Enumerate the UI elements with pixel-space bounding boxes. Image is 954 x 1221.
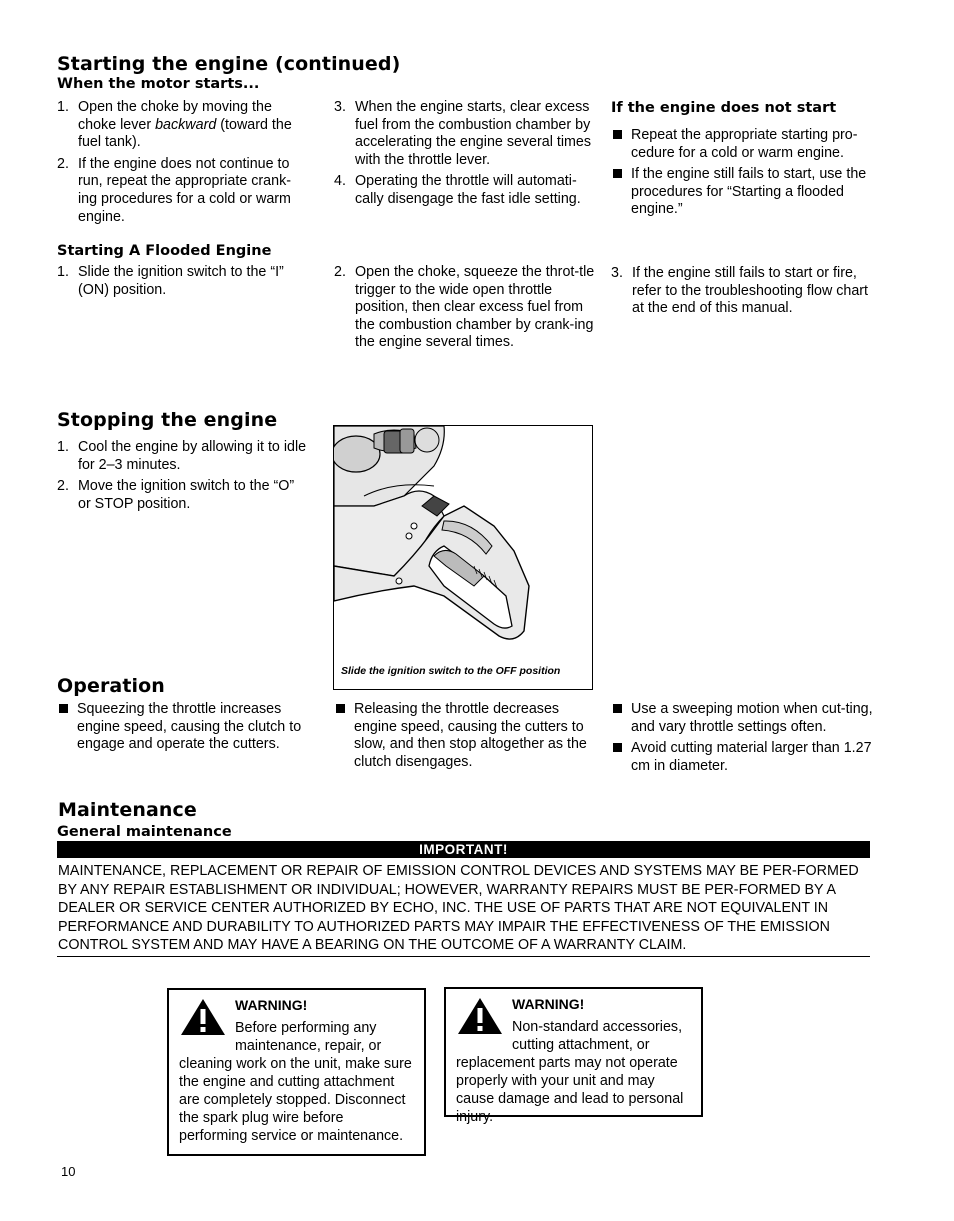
list-item: Use a sweeping motion when cut-ting, and vary throttle settings often. bbox=[611, 701, 873, 736]
page-number: 10 bbox=[61, 1164, 76, 1179]
important-notice-text: MAINTENANCE, REPLACEMENT OR REPAIR OF EMISSION CONTROL DEVICES AND SYSTEMS MAY BE PER-FORMED BY ANY REPAIR ESTABLISHMENT OR INDIVIDUAL; HOWEVER, WARRANTY REPAIRS MUST BE PER-FORMED BY A DEALER OR SERVICE CENTER AUTHORIZED BY ECHO, INC. THE USE OF PARTS THAT ARE NOT EQUIVALENT IN PERFORMANCE AND DURABILITY TO AUTHORIZED PARTS MAY IMPAIR THE EFFECTIVENESS OF THE EMISSION CONTROL SYSTEM AND MAY HAVE A BEARING ON THE OUTCOME OF A WARRANTY CLAIM. bbox=[58, 863, 859, 953]
subtitle-general-maintenance: General maintenance bbox=[57, 824, 232, 840]
subtitle-motor-starts: When the motor starts... bbox=[57, 76, 260, 92]
list-item: Avoid cutting material larger than 1.27 cm in diameter. bbox=[611, 740, 873, 775]
warning-title: WARNING! bbox=[512, 996, 585, 1012]
warning-triangle-icon bbox=[179, 997, 227, 1037]
bullet-icon bbox=[613, 130, 622, 139]
list-operation-col2 bbox=[334, 701, 596, 775]
list-item: 1. Slide the ignition switch to the “I” (ON) position. bbox=[57, 264, 284, 298]
divider bbox=[57, 956, 870, 957]
section-title-stopping: Stopping the engine bbox=[57, 409, 278, 431]
list-flooded-col3 bbox=[611, 265, 873, 322]
trimmer-handle-illustration bbox=[334, 426, 592, 661]
section-title-starting: Starting the engine (continued) bbox=[57, 53, 401, 75]
warning-title: WARNING! bbox=[235, 997, 308, 1013]
bullet-icon bbox=[613, 743, 622, 752]
warning-box-maintenance bbox=[167, 988, 426, 1156]
list-operation-col1 bbox=[57, 701, 312, 758]
list-item: 1. Cool the engine by allowing it to idle for 2–3 minutes. bbox=[57, 439, 307, 473]
list-operation-col3 bbox=[611, 701, 873, 779]
warning-text: Non-standard accessories, cutting attachment, or replacement parts may not operate properly with your unit and may cause damage and lead to personal injury. bbox=[456, 1019, 684, 1125]
list-item: If the engine still fails to start, use the procedures for “Starting a flooded engine.” bbox=[611, 166, 871, 219]
important-label: IMPORTANT! bbox=[57, 841, 870, 858]
list-flooded-col1 bbox=[57, 264, 307, 303]
list-motor-starts-col1 bbox=[57, 99, 307, 230]
ignition-switch-figure bbox=[333, 425, 593, 690]
list-item: 2. If the engine does not continue to run, repeat the appropriate crank-ing procedures for a cold or warm engine. bbox=[57, 155, 291, 225]
list-item: 4. Operating the throttle will automati-cally disengage the fast idle setting. bbox=[334, 173, 581, 207]
list-item: Releasing the throttle decreases engine speed, causing the cutters to slow, and then stop altogether as the clutch disengages. bbox=[334, 701, 596, 771]
list-item: 1. Open the choke by moving the choke lever backward (toward the fuel tank). bbox=[57, 99, 292, 151]
bullet-icon bbox=[336, 704, 345, 713]
list-stopping bbox=[57, 439, 307, 517]
figure-caption: Slide the ignition switch to the OFF position bbox=[341, 665, 561, 677]
bullet-icon bbox=[613, 169, 622, 178]
bullet-icon bbox=[613, 704, 622, 713]
warning-triangle-icon bbox=[456, 996, 504, 1036]
section-title-maintenance: Maintenance bbox=[58, 799, 197, 821]
list-item: Repeat the appropriate starting pro-cedure for a cold or warm engine. bbox=[611, 127, 871, 162]
list-item: Squeezing the throttle increases engine speed, causing the clutch to engage and operate the cutters. bbox=[57, 701, 312, 754]
list-not-start bbox=[611, 127, 871, 223]
list-flooded-col2 bbox=[334, 264, 596, 356]
list-item: 2. Move the ignition switch to the “O” or STOP position. bbox=[57, 478, 295, 512]
subtitle-not-start: If the engine does not start bbox=[611, 100, 837, 116]
list-item: 3. When the engine starts, clear excess fuel from the combustion chamber by accelerating the engine several times with the throttle lever. bbox=[334, 99, 592, 168]
list-item: 3. If the engine still fails to start or fire, refer to the troubleshooting flow chart at the end of this manual. bbox=[611, 265, 869, 317]
subtitle-flooded: Starting A Flooded Engine bbox=[57, 243, 272, 259]
list-motor-starts-col2 bbox=[334, 99, 596, 213]
bullet-icon bbox=[59, 704, 68, 713]
warning-box-accessories bbox=[444, 987, 703, 1125]
warning-text: Before performing any maintenance, repair, or cleaning work on the unit, make sure the engine and cutting attachment are completely stopped. Disconnect the spark plug wire before performing service or maintenance. bbox=[179, 1020, 412, 1144]
list-item: 2. Open the choke, squeeze the throt-tle trigger to the wide open throttle position, then clear excess fuel from the combustion chamber by crank-ing the engine several times. bbox=[334, 264, 595, 351]
section-title-operation: Operation bbox=[57, 675, 165, 697]
